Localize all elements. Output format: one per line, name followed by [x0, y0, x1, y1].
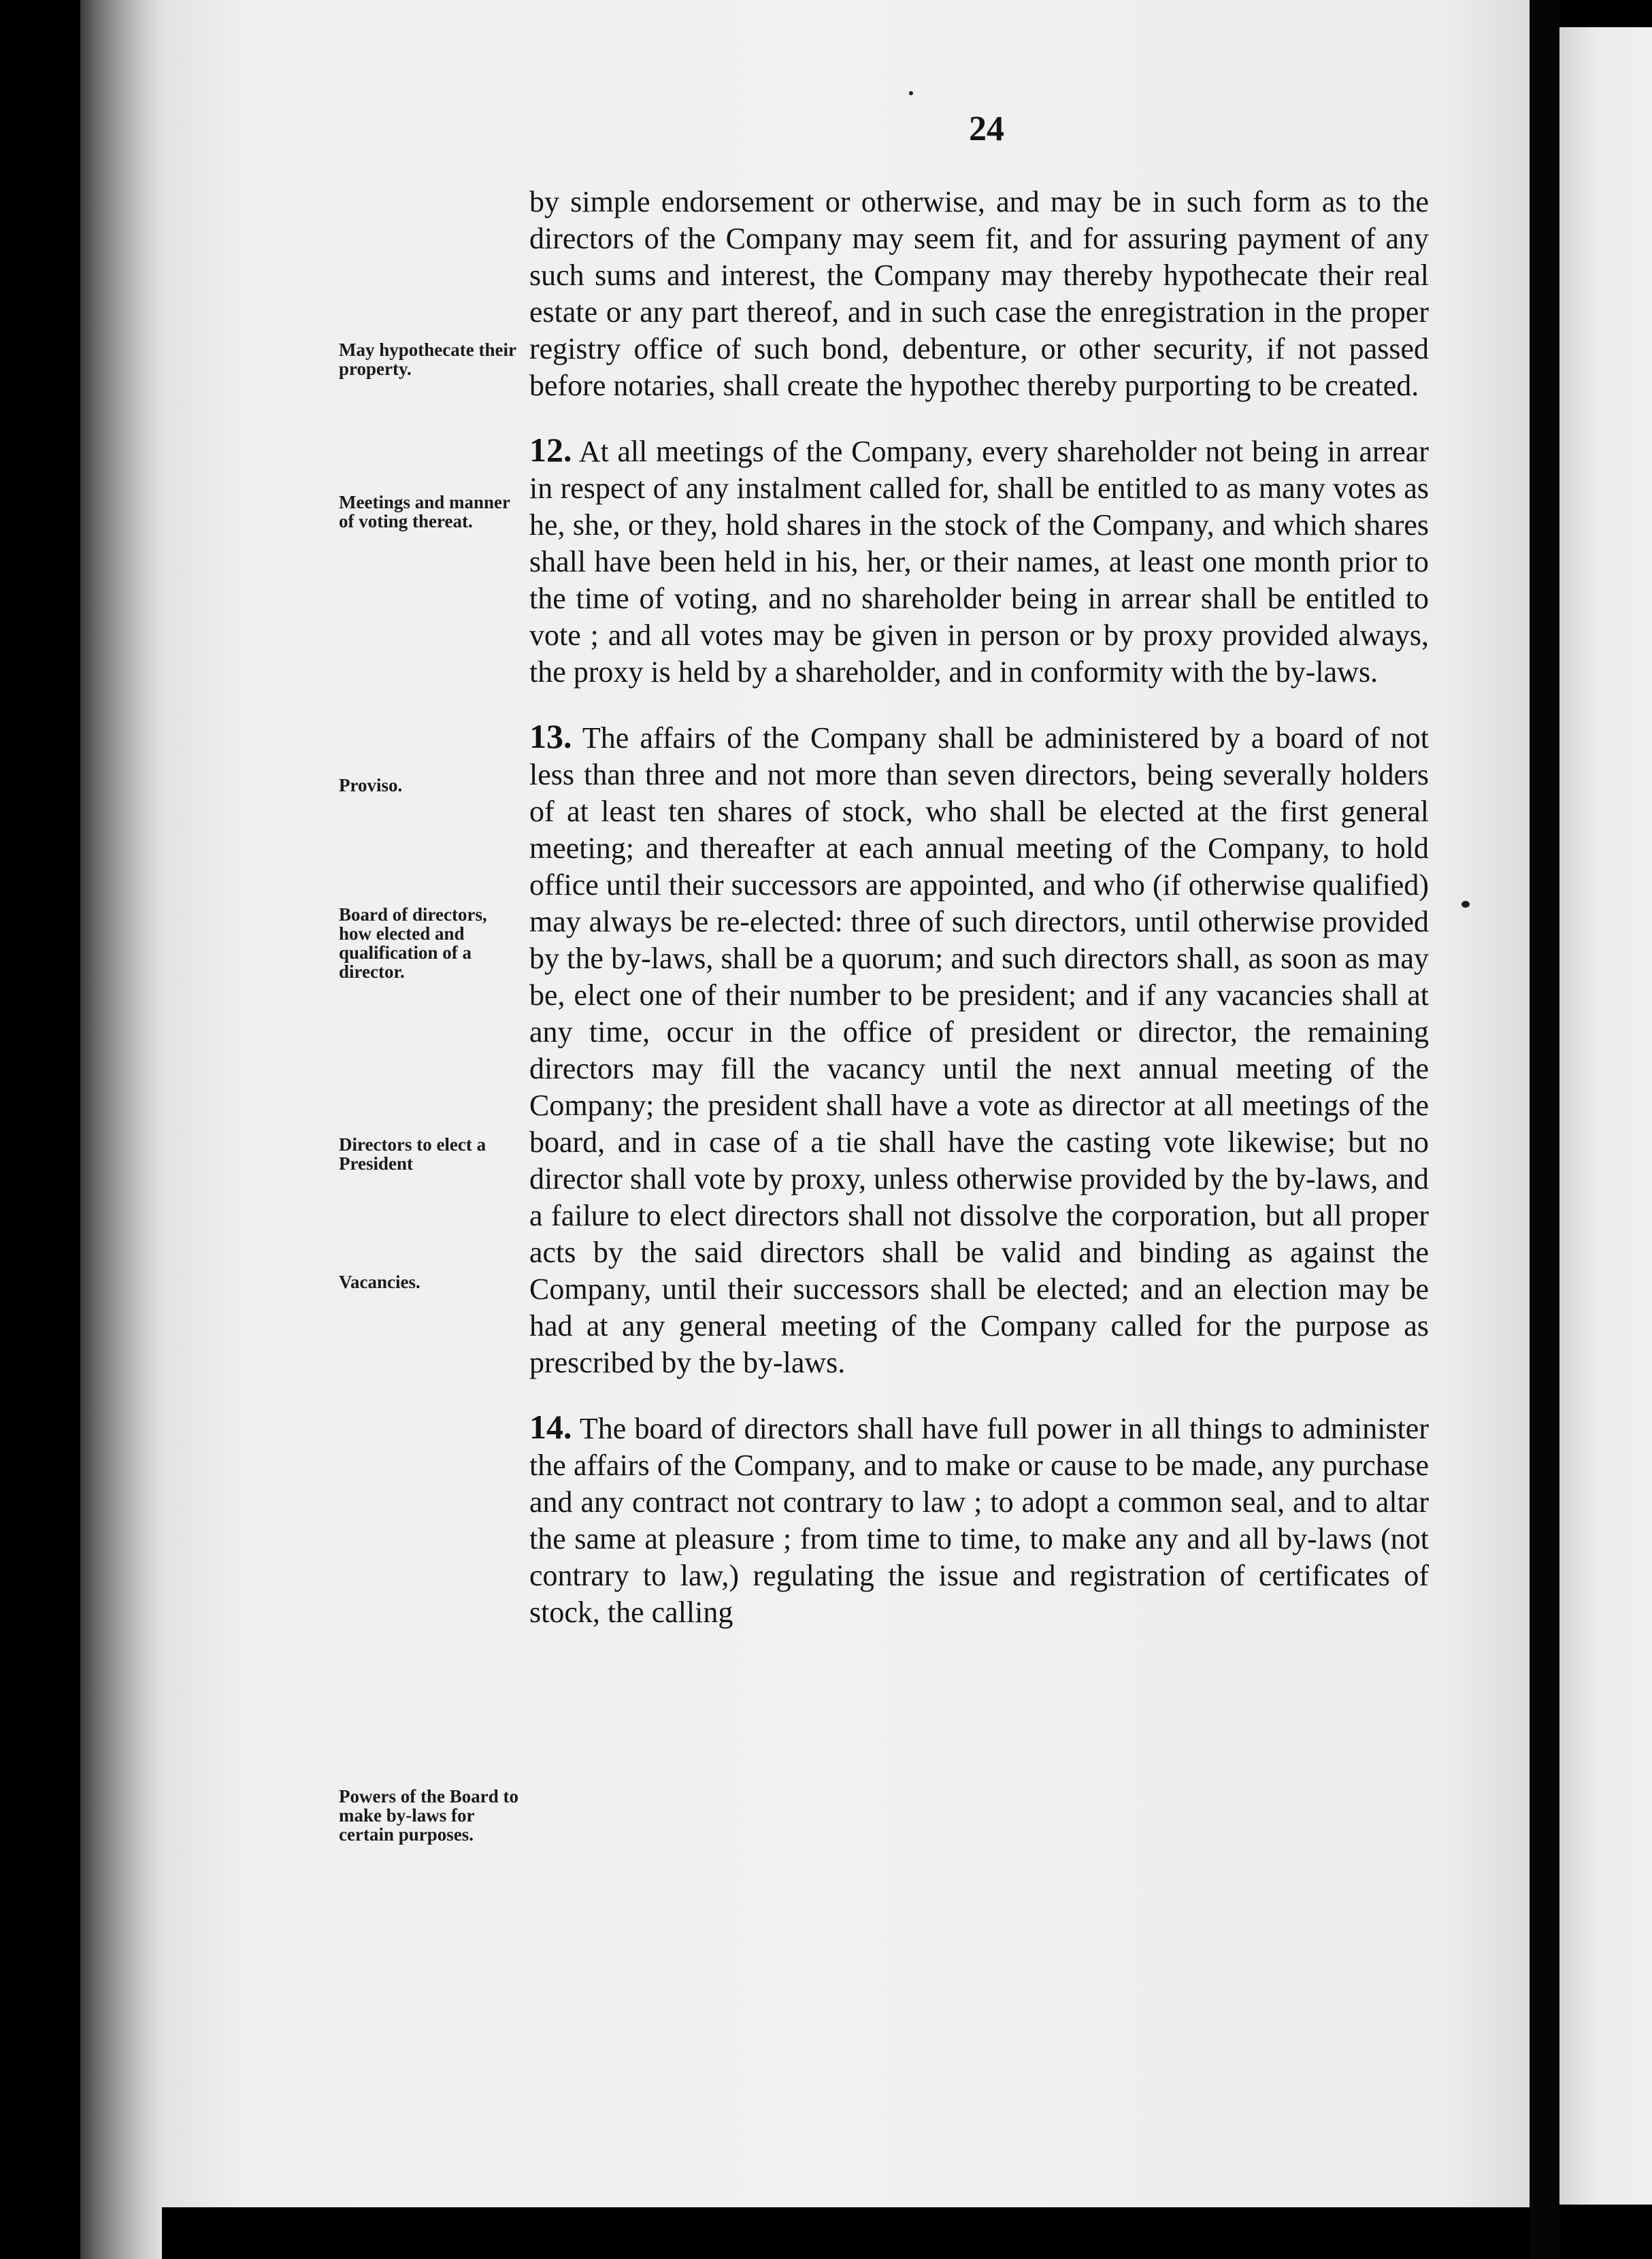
page-gutter	[1530, 0, 1559, 2259]
section-number: 13.	[529, 717, 572, 755]
margin-note-proviso: Proviso.	[339, 775, 403, 795]
margin-note-meetings: Meetings and manner of voting thereat.	[339, 492, 510, 531]
paragraph-text: by simple endorsement or otherwise, and may be in such form as to the directors of the Company may seem fit, and for assuring payment of any such sums and interest, the Company may thereby hypothecate their real estate or any part thereof, and in such case the enregistration in the proper registry office of such bond, debenture, or other security, if not passed before notaries, shall create the hypothec thereby purporting to be created.	[529, 185, 1429, 402]
margin-note-hypothecate: May hypothecate their property.	[339, 340, 516, 379]
paper-speck	[1461, 901, 1470, 908]
margin-note-vacancies: Vacancies.	[339, 1272, 420, 1292]
paper-speck	[909, 91, 913, 95]
section-number: 12.	[529, 431, 572, 469]
paragraph-text: At all meetings of the Company, every shareholder not being in arrear in respect of any instalment called for, shall be entitled to as many votes as he, she, or they, hold shares in the stock of the Company, and which shares shall have been held in his, her, or their names, at least one month prior to the time of voting, and no shareholder being in arrear shall be entitled to vote ; and all votes may be given in person or by proxy provided always, the proxy is held by a shareholder, and in conformity with the by-laws.	[529, 435, 1429, 689]
margin-note-president: Directors to elect a President	[339, 1134, 486, 1174]
paragraph-continued	[529, 184, 1429, 404]
section-14	[529, 1408, 1429, 1631]
paragraph-text: The board of directors shall have full power in all things to administer the affairs of the Company, and to make or cause to be made, any purchase and any contract not contrary to law ; to adopt a common seal, and to altar the same at pleasure ; from time to time, to make any and all by-laws (not contrary to law,) regulating the issue and registration of certificates of stock, the calling	[529, 1412, 1429, 1629]
margin-note-board: Board of directors, how elected and qualification of a director.	[339, 904, 487, 982]
page-number: 24	[969, 110, 1004, 148]
section-13	[529, 718, 1429, 1381]
section-number: 14.	[529, 1408, 572, 1446]
margin-note-powers: Powers of the Board to make by-laws for certain purposes.	[339, 1786, 518, 1845]
section-12	[529, 431, 1429, 691]
book-spine	[80, 0, 162, 2259]
adjacent-page-edge	[1559, 27, 1652, 2205]
body-text	[529, 184, 1429, 1658]
paragraph-text: The affairs of the Company shall be administered by a board of not less than three and not more than seven directors, being severally holders of at least ten shares of stock, who shall be elected at the first general meeting; and thereafter at each annual meeting of the Company, to hold office until their successors are appointed, and who (if otherwise qualified) may always be re-elected: three of such directors, until otherwise provided by the by-laws, shall be a quorum; and such directors shall, as soon as may be, elect one of their number to be president; and if any vacancies shall at any time, occur in the office of president or director, the remaining directors may fill the vacancy until the next annual meeting of the Company; the president shall have a vote as director at all meetings of the board, and in case of a tie shall have the casting vote likewise; but no director shall vote by proxy, unless otherwise provided by the by-laws, and a failure to elect directors shall not dissolve the corporation, but all proper acts by the said directors shall be valid and binding as against the Company, until their successors shall be elected; and an election may be had at any general meeting of the Company called for the purpose as prescribed by the by-laws.	[529, 721, 1429, 1379]
